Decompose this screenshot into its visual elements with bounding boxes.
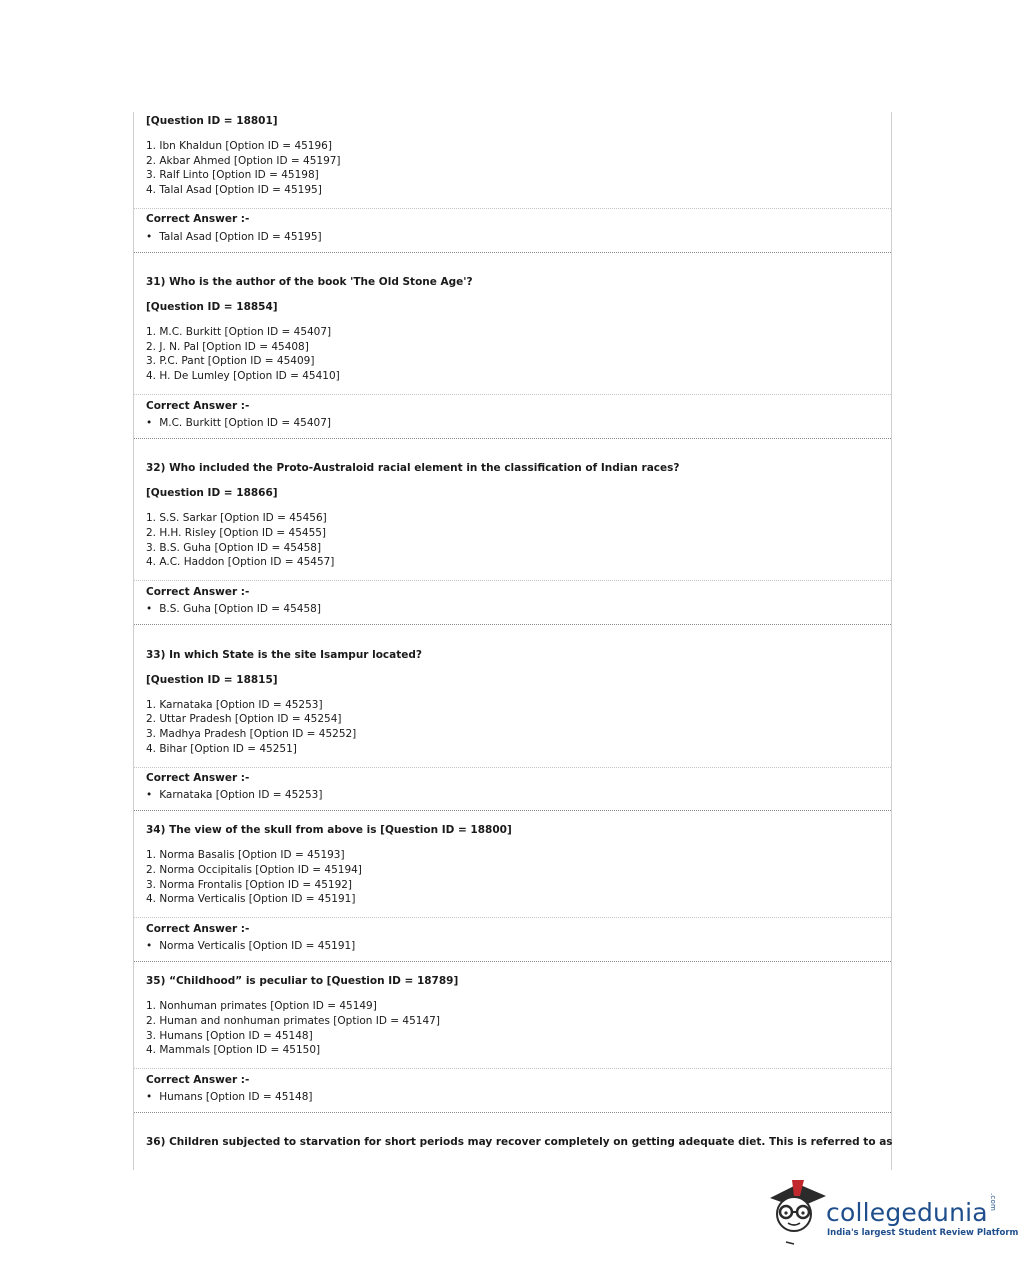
- question-id: [Question ID = 18866]: [146, 487, 278, 499]
- correct-answer: • B.S. Guha [Option ID = 45458]: [146, 604, 321, 615]
- question-separator: [134, 1112, 891, 1113]
- question-separator: [134, 624, 891, 625]
- question-title: 34) The view of the skull from above is [Question ID = 18800]: [146, 824, 512, 836]
- option-2: 2. H.H. Risley [Option ID = 45455]: [146, 527, 327, 539]
- question-separator: [134, 438, 891, 439]
- option-2: 2. Uttar Pradesh [Option ID = 45254]: [146, 713, 342, 725]
- correct-answer: • Norma Verticalis [Option ID = 45191]: [146, 941, 355, 952]
- question-separator: [134, 810, 891, 811]
- divider: [134, 394, 891, 395]
- question-title: 31) Who is the author of the book 'The Old Stone Age'?: [146, 276, 473, 288]
- option-2: 2. Human and nonhuman primates [Option ID = 45147]: [146, 1015, 440, 1027]
- option-4: 4. Norma Verticalis [Option ID = 45191]: [146, 893, 356, 905]
- divider: [134, 208, 891, 209]
- option-3: 3. Madhya Pradesh [Option ID = 45252]: [146, 728, 357, 740]
- option-3: 3. Humans [Option ID = 45148]: [146, 1030, 313, 1042]
- divider: [134, 1068, 891, 1069]
- answer-heading: Correct Answer :-: [146, 772, 250, 784]
- option-4: 4. Mammals [Option ID = 45150]: [146, 1044, 321, 1056]
- option-3: 3. P.C. Pant [Option ID = 45409]: [146, 355, 315, 367]
- answer-heading: Correct Answer :-: [146, 400, 250, 412]
- question-id: [Question ID = 18815]: [146, 674, 278, 686]
- correct-answer: • M.C. Burkitt [Option ID = 45407]: [146, 418, 331, 429]
- option-1: 1. Ibn Khaldun [Option ID = 45196]: [146, 140, 332, 152]
- option-1: 1. Karnataka [Option ID = 45253]: [146, 699, 323, 711]
- question-title: 32) Who included the Proto-Australoid racial element in the classification of Indian races?: [146, 462, 680, 474]
- answer-heading: Correct Answer :-: [146, 923, 250, 935]
- option-2: 2. Norma Occipitalis [Option ID = 45194]: [146, 864, 362, 876]
- answer-heading: Correct Answer :-: [146, 1074, 250, 1086]
- answer-heading: Correct Answer :-: [146, 586, 250, 598]
- divider: [134, 580, 891, 581]
- brand-domain: .com: [988, 1193, 997, 1211]
- option-4: 4. H. De Lumley [Option ID = 45410]: [146, 370, 340, 382]
- divider: [134, 767, 891, 768]
- option-3: 3. Ralf Linto [Option ID = 45198]: [146, 169, 319, 181]
- option-1: 1. Nonhuman primates [Option ID = 45149]: [146, 1000, 377, 1012]
- divider: [134, 917, 891, 918]
- correct-answer: • Karnataka [Option ID = 45253]: [146, 790, 322, 801]
- option-2: 2. J. N. Pal [Option ID = 45408]: [146, 341, 309, 353]
- question-separator: [134, 961, 891, 962]
- question-title: 33) In which State is the site Isampur located?: [146, 649, 422, 661]
- question-separator: [134, 252, 891, 253]
- correct-answer: • Talal Asad [Option ID = 45195]: [146, 232, 322, 243]
- option-1: 1. S.S. Sarkar [Option ID = 45456]: [146, 512, 327, 524]
- question-id: [Question ID = 18854]: [146, 301, 278, 313]
- brand-name: collegedunia.com: [826, 1193, 997, 1227]
- option-4: 4. A.C. Haddon [Option ID = 45457]: [146, 556, 335, 568]
- option-4: 4. Bihar [Option ID = 45251]: [146, 743, 297, 755]
- option-2: 2. Akbar Ahmed [Option ID = 45197]: [146, 155, 341, 167]
- correct-answer: • Humans [Option ID = 45148]: [146, 1092, 313, 1103]
- option-3: 3. Norma Frontalis [Option ID = 45192]: [146, 879, 353, 891]
- question-title: 36) Children subjected to starvation for short periods may recover completely on getting adequate diet. This is referred to as: [146, 1136, 893, 1148]
- question-id: [Question ID = 18801]: [146, 115, 278, 127]
- answer-heading: Correct Answer :-: [146, 213, 250, 225]
- brand-tagline: India's largest Student Review Platform: [827, 1228, 1019, 1238]
- option-1: 1. Norma Basalis [Option ID = 45193]: [146, 849, 345, 861]
- option-4: 4. Talal Asad [Option ID = 45195]: [146, 184, 322, 196]
- option-1: 1. M.C. Burkitt [Option ID = 45407]: [146, 326, 332, 338]
- question-title: 35) “Childhood” is peculiar to [Question ID = 18789]: [146, 975, 459, 987]
- option-3: 3. B.S. Guha [Option ID = 45458]: [146, 542, 322, 554]
